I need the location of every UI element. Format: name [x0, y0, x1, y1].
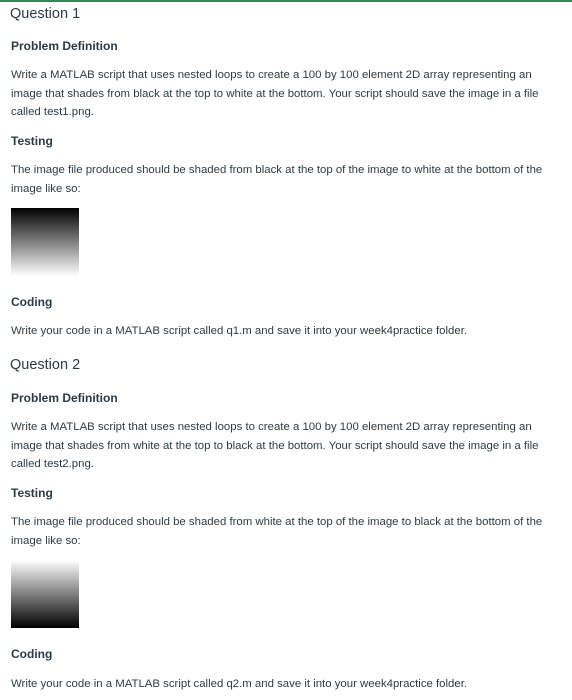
- question-2-testing-text: The image file produced should be shaded from white at the top of the image to black at the bottom of the image like so:: [11, 516, 543, 547]
- question-1-problem-text: Write a MATLAB script that uses nested loops to create a 100 by 100 element 2D array representing an image that shades from black at the top to white at the bottom. Your script should save the image in a file called test1.png.: [11, 69, 539, 118]
- question-2-problem-text: Write a MATLAB script that uses nested loops to create a 100 by 100 element 2D array representing an image that shades from white at the top to black at the bottom. Your script should save the image in a file called test2.png.: [11, 421, 539, 470]
- question-1-coding-text: Write your code in a MATLAB script called q1.m and save it into your week4practice folder.: [11, 325, 468, 337]
- question-1-testing-heading: Testing: [11, 134, 53, 148]
- question-1-testing-text: The image file produced should be shaded from black at the top of the image to white at the bottom of the image like so:: [11, 164, 543, 195]
- question-2-coding-heading: Coding: [11, 647, 53, 661]
- question-2-coding-text: Write your code in a MATLAB script called q2.m and save it into your week4practice folder.: [11, 678, 468, 690]
- question-2-testing-heading: Testing: [11, 486, 53, 500]
- top-divider: [0, 0, 572, 2]
- question-1-gradient-image: [11, 208, 79, 276]
- question-1-coding-heading: Coding: [11, 295, 53, 309]
- question-1-problem-heading: Problem Definition: [11, 39, 118, 53]
- question-2-problem-heading: Problem Definition: [11, 391, 118, 405]
- question-1-title: Question 1: [10, 6, 81, 22]
- question-2-gradient-image: [11, 560, 79, 628]
- question-2-title: Question 2: [10, 357, 81, 373]
